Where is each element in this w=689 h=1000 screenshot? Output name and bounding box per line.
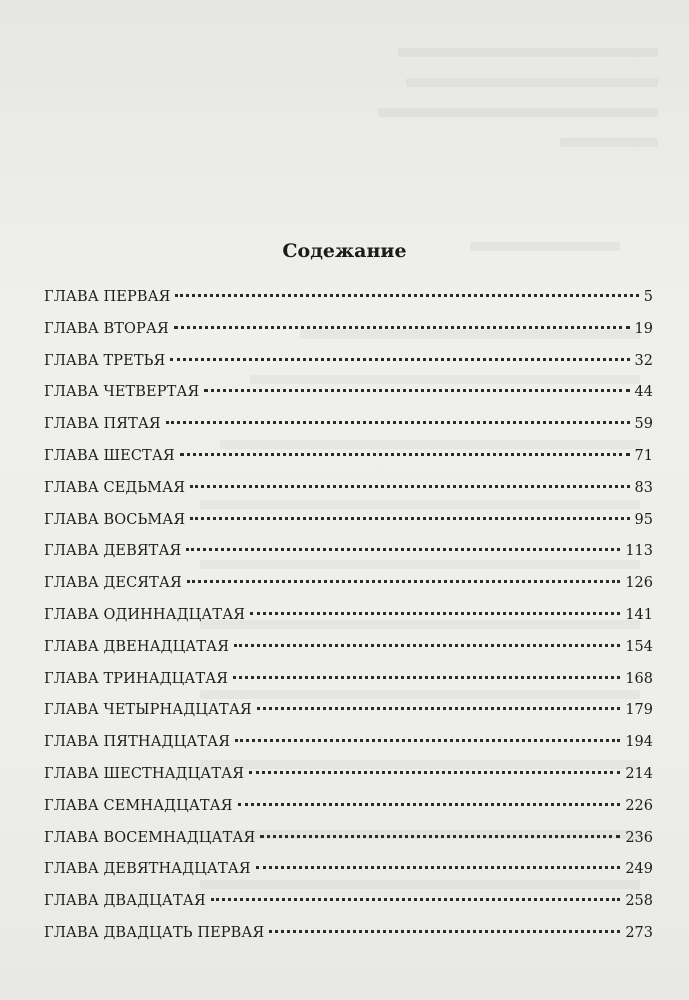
toc-entry-label: ГЛАВА ТРИНАДЦАТАЯ: [44, 670, 229, 687]
toc-entry-page-number: 249: [625, 861, 653, 878]
toc-entry: [44, 575, 653, 607]
toc-entry-page-number: 236: [625, 829, 653, 846]
toc-dot-leader: [235, 739, 620, 742]
toc-entry-page-number: 154: [625, 638, 653, 655]
toc-entry: [44, 480, 653, 512]
toc-entry-label: ГЛАВА ДЕСЯТАЯ: [44, 575, 182, 592]
toc-entry: [44, 607, 653, 639]
toc-entry-page-number: 59: [634, 416, 653, 433]
toc-entry: [44, 798, 653, 830]
toc-dot-leader: [256, 866, 621, 869]
toc-dot-leader: [204, 389, 629, 392]
toc-entry-page-number: 226: [625, 797, 653, 814]
toc-entry-label: ГЛАВА ВТОРАЯ: [44, 320, 169, 337]
toc-entry: [44, 543, 653, 575]
toc-entry: [44, 830, 653, 862]
toc-entry-label: ГЛАВА СЕДЬМАЯ: [44, 479, 186, 496]
toc-entry-label: ГЛАВА ОДИННАДЦАТАЯ: [44, 606, 246, 623]
table-of-contents: [44, 289, 653, 957]
toc-entry: [44, 448, 653, 480]
toc-entry-page-number: 168: [625, 670, 653, 687]
toc-dot-leader: [234, 644, 620, 647]
toc-entry: [44, 416, 653, 448]
toc-entry: [44, 512, 653, 544]
toc-entry-label: ГЛАВА ШЕСТНАДЦАТАЯ: [44, 765, 245, 782]
toc-entry: [44, 353, 653, 385]
toc-dot-leader: [190, 517, 629, 520]
toc-entry: [44, 893, 653, 925]
toc-dot-leader: [190, 485, 630, 488]
toc-entry-label: ГЛАВА ТРЕТЬЯ: [44, 352, 166, 369]
toc-entry: [44, 639, 653, 671]
toc-entry: [44, 702, 653, 734]
toc-entry-page-number: 126: [625, 575, 653, 592]
toc-entry-page-number: 214: [625, 765, 653, 782]
toc-dot-leader: [186, 548, 620, 551]
toc-entry: [44, 384, 653, 416]
toc-entry-page-number: 273: [625, 924, 653, 941]
toc-dot-leader: [211, 898, 621, 901]
toc-entry-label: ГЛАВА ВОСЬМАЯ: [44, 511, 186, 528]
toc-entry: [44, 766, 653, 798]
toc-entry-page-number: 141: [625, 606, 653, 623]
toc-dot-leader: [175, 294, 638, 297]
toc-entry-page-number: 194: [625, 734, 653, 751]
toc-dot-leader: [187, 580, 621, 583]
toc-entry-label: ГЛАВА ДЕВЯТНАДЦАТАЯ: [44, 861, 251, 878]
toc-entry-page-number: 258: [625, 893, 653, 910]
toc-entry-page-number: 83: [634, 479, 653, 496]
toc-entry-page-number: 179: [625, 702, 653, 719]
toc-dot-leader: [170, 358, 629, 361]
toc-entry-page-number: 95: [634, 511, 653, 528]
toc-entry-label: ГЛАВА ЧЕТЫРНАДЦАТАЯ: [44, 702, 252, 719]
toc-entry-page-number: 32: [634, 352, 653, 369]
toc-entry-label: ГЛАВА ДЕВЯТАЯ: [44, 543, 182, 560]
toc-entry-label: ГЛАВА ПЯТНАДЦАТАЯ: [44, 734, 231, 751]
toc-entry-label: ГЛАВА ДВЕНАДЦАТАЯ: [44, 638, 230, 655]
toc-dot-leader: [249, 771, 620, 774]
toc-dot-leader: [257, 707, 621, 710]
toc-dot-leader: [238, 803, 621, 806]
toc-dot-leader: [180, 453, 630, 456]
toc-entry: [44, 289, 653, 321]
toc-entry-label: ГЛАВА ДВАДЦАТЬ ПЕРВАЯ: [44, 924, 265, 941]
toc-entry: [44, 321, 653, 353]
toc-entry-page-number: 113: [625, 543, 653, 560]
toc-entry-page-number: 71: [634, 447, 653, 464]
toc-entry-page-number: 5: [643, 289, 653, 305]
toc-dot-leader: [166, 421, 630, 424]
toc-entry: [44, 861, 653, 893]
toc-entry: [44, 925, 653, 957]
toc-entry-label: ГЛАВА ДВАДЦАТАЯ: [44, 893, 206, 910]
toc-entry: [44, 671, 653, 703]
toc-entry-label: ГЛАВА СЕМНАДЦАТАЯ: [44, 797, 233, 814]
toc-entry-label: ГЛАВА ПЯТАЯ: [44, 416, 161, 433]
toc-entry-page-number: 19: [634, 320, 653, 337]
toc-entry-label: ГЛАВА ВОСЕМНАДЦАТАЯ: [44, 829, 256, 846]
toc-dot-leader: [260, 835, 620, 838]
toc-dot-leader: [269, 930, 620, 933]
toc-dot-leader: [233, 676, 620, 679]
toc-entry-label: ГЛАВА ПЕРВАЯ: [44, 289, 171, 305]
page-title: Содежание: [282, 240, 407, 262]
toc-dot-leader: [250, 612, 620, 615]
toc-entry: [44, 734, 653, 766]
toc-entry-label: ГЛАВА ЧЕТВЕРТАЯ: [44, 384, 200, 401]
toc-entry-page-number: 44: [634, 384, 653, 401]
toc-dot-leader: [174, 326, 630, 329]
toc-entry-label: ГЛАВА ШЕСТАЯ: [44, 447, 175, 464]
